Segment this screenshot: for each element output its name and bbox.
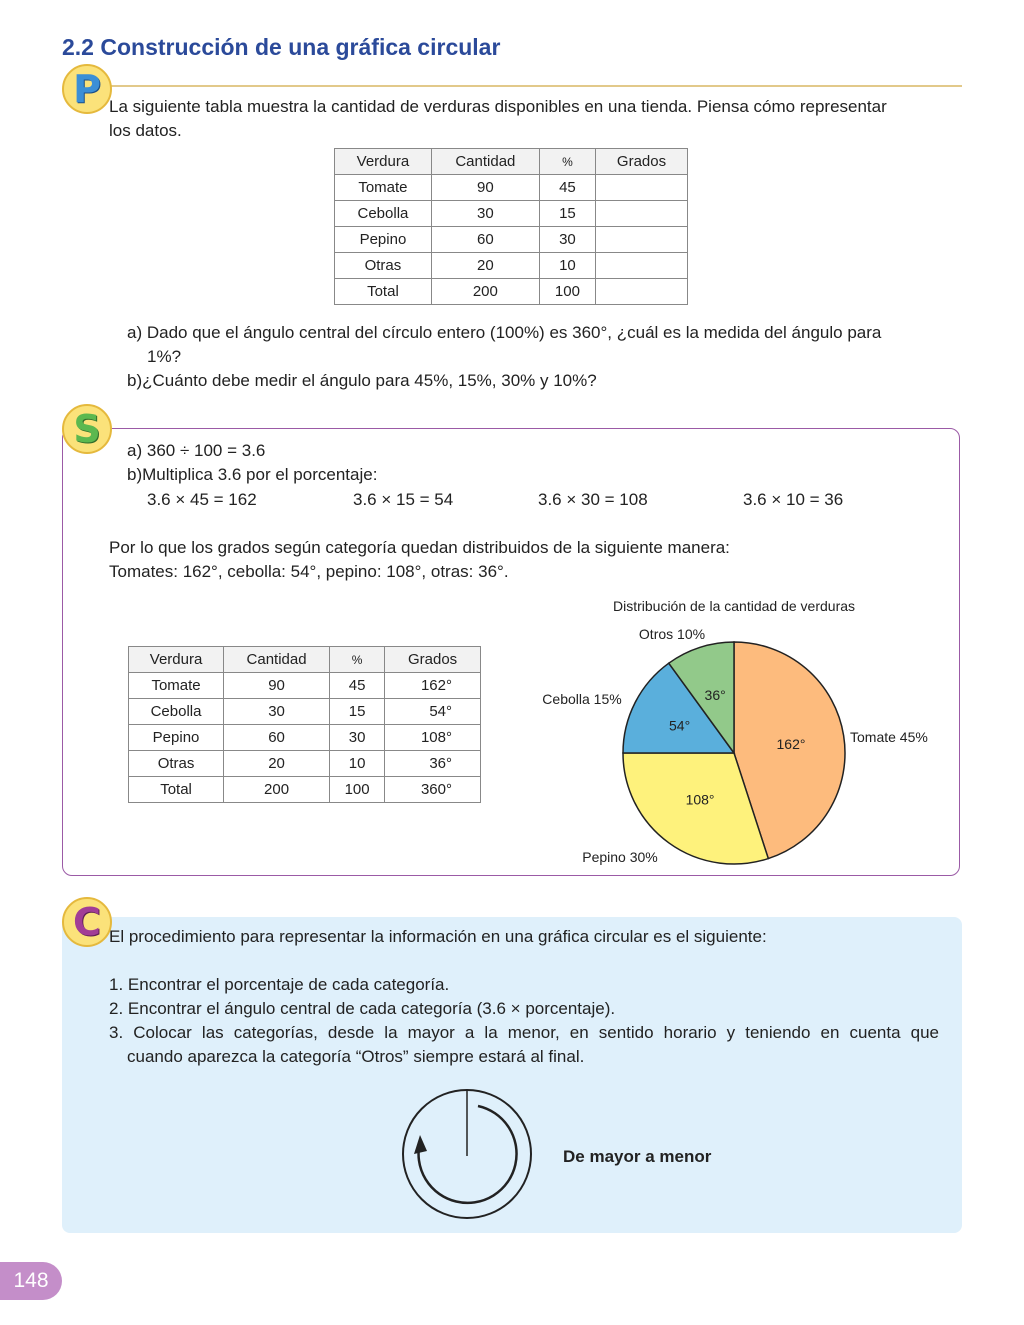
column-header: Cantidad (431, 149, 539, 175)
slice-degree-label: 108° (685, 791, 715, 808)
table-cell: Otras (129, 751, 224, 777)
step-3-num: 3. (109, 1023, 124, 1042)
slice-category-label: Tomate 45% (850, 729, 928, 745)
table-cell: 10 (330, 751, 385, 777)
solution-summary (109, 536, 949, 584)
table-row (335, 201, 688, 227)
solution-summary-line2: Tomates: 162°, cebolla: 54°, pepino: 108°, otras: 36°. (109, 562, 509, 581)
problem-table (334, 148, 688, 305)
question-b-label: b) (127, 371, 143, 390)
step-2-num: 2. (109, 999, 124, 1018)
question-b-text: ¿Cuánto debe medir el ángulo para 45%, 15%, 30% y 10%? (142, 371, 597, 390)
table-cell: 100 (330, 777, 385, 803)
problem-badge-letter: P (73, 67, 101, 111)
table-cell: Otras (335, 253, 432, 279)
step-3-text: Colocar las categorías, desde la mayor a la menor, en sentido horario y teniendo en cuenta que (133, 1023, 939, 1042)
step-3-continued: cuando aparezca la categoría “Otros” siempre estará al final. (127, 1047, 585, 1066)
table-cell: Cebolla (129, 699, 224, 725)
conclusion-intro: El procedimiento para representar la información en una gráfica circular es el siguiente: (109, 927, 767, 946)
slice-category-label: Pepino 30% (582, 849, 658, 865)
calc-2: 3.6 × 15 = 54 (353, 490, 454, 509)
table-row (129, 751, 481, 777)
problem-intro-line1: La siguiente tabla muestra la cantidad de verduras disponibles en una tienda. Piensa cómo representar (109, 97, 887, 116)
table-cell: 90 (431, 175, 539, 201)
column-header: % (330, 647, 385, 673)
table-cell: 54° (385, 699, 481, 725)
table-cell (596, 227, 688, 253)
table-cell: 90 (224, 673, 330, 699)
question-b (127, 369, 957, 393)
problem-questions (127, 321, 957, 393)
table-row (335, 253, 688, 279)
calc-3: 3.6 × 30 = 108 (538, 490, 648, 509)
solution-b (127, 463, 377, 487)
step-1-num: 1. (109, 975, 124, 994)
calc-1: 3.6 × 45 = 162 (147, 490, 257, 509)
calc-4: 3.6 × 10 = 36 (743, 490, 844, 509)
table-cell: 20 (431, 253, 539, 279)
problem-intro-line2: los datos. (109, 121, 182, 140)
solution-badge-icon (62, 404, 112, 454)
table-cell: Cebolla (335, 201, 432, 227)
slice-category-label: Otros 10% (638, 626, 706, 642)
table-cell: 200 (224, 777, 330, 803)
table-cell: 60 (224, 725, 330, 751)
table-row (335, 227, 688, 253)
question-a-continued: 1%? (147, 347, 182, 366)
table-cell: 20 (224, 751, 330, 777)
table-cell (596, 175, 688, 201)
table-cell: 30 (539, 227, 595, 253)
solution-a-text: 360 ÷ 100 = 3.6 (146, 441, 266, 460)
table-row (335, 175, 688, 201)
column-header: Grados (385, 647, 481, 673)
table-cell: 108° (385, 725, 481, 751)
table-row (129, 777, 481, 803)
solution-a-label: a) (127, 441, 143, 460)
table-cell: Pepino (129, 725, 224, 751)
table-cell: Total (335, 279, 432, 305)
table-cell: 15 (539, 201, 595, 227)
arrow-head-icon (414, 1135, 427, 1154)
column-header: % (539, 149, 595, 175)
column-header: Verdura (335, 149, 432, 175)
table-cell: 36° (385, 751, 481, 777)
solution-table (128, 646, 481, 803)
table-cell: 60 (431, 227, 539, 253)
table-cell: 30 (431, 201, 539, 227)
table-cell: Total (129, 777, 224, 803)
table-cell: Tomate (335, 175, 432, 201)
table-cell (596, 253, 688, 279)
table-row (335, 279, 688, 305)
clockwise-diagram (400, 1087, 534, 1221)
column-header: Verdura (129, 647, 224, 673)
chart-title: Distribución de la cantidad de verduras (612, 598, 856, 614)
step-2-text: Encontrar el ángulo central de cada categoría (3.6 × porcentaje). (127, 999, 616, 1018)
conclusion-steps (109, 973, 939, 1069)
conclusion-badge-icon (62, 897, 112, 947)
table-header-row (335, 149, 688, 175)
problem-badge-icon (62, 64, 112, 114)
column-header: Cantidad (224, 647, 330, 673)
step-1 (109, 973, 939, 997)
table-cell: 200 (431, 279, 539, 305)
slice-degree-label: 36° (704, 686, 726, 703)
table-cell (596, 201, 688, 227)
step-1-text: Encontrar el porcentaje de cada categoría. (127, 975, 450, 994)
table-row (129, 725, 481, 751)
table-cell: 162° (385, 673, 481, 699)
column-header: Grados (596, 149, 688, 175)
slice-degree-label: 54° (669, 717, 691, 734)
question-a-label: a) (127, 323, 143, 342)
table-cell (596, 279, 688, 305)
pie-chart (520, 590, 950, 875)
slice-category-label: Cebolla 15% (542, 691, 622, 707)
table-cell: 15 (330, 699, 385, 725)
step-2 (109, 997, 939, 1021)
solution-summary-line1: Por lo que los grados según categoría quedan distribuidos de la siguiente manera: (109, 538, 730, 557)
table-cell: 360° (385, 777, 481, 803)
table-cell: Pepino (335, 227, 432, 253)
question-a-text: Dado que el ángulo central del círculo entero (100%) es 360°, ¿cuál es la medida del ángulo para (146, 323, 882, 342)
title-divider (100, 85, 962, 87)
table-cell: 30 (330, 725, 385, 751)
conclusion-badge-letter: C (73, 900, 101, 944)
solution-a (127, 439, 265, 463)
table-cell: Tomate (129, 673, 224, 699)
page-number: 148 (0, 1262, 62, 1300)
table-cell: 45 (330, 673, 385, 699)
pie-slices (623, 642, 845, 864)
table-cell: 30 (224, 699, 330, 725)
table-cell: 10 (539, 253, 595, 279)
page-title: 2.2 Construcción de una gráfica circular (62, 34, 501, 60)
table-row (129, 699, 481, 725)
solution-b-text: Multiplica 3.6 por el porcentaje: (142, 465, 378, 484)
table-header-row (129, 647, 481, 673)
problem-intro (109, 95, 959, 143)
solution-b-label: b) (127, 465, 143, 484)
diagram-label: De mayor a menor (563, 1147, 712, 1166)
step-3 (109, 1021, 939, 1045)
slice-degree-label: 162° (776, 735, 806, 752)
table-row (129, 673, 481, 699)
solution-badge-letter: S (73, 407, 101, 451)
table-cell: 45 (539, 175, 595, 201)
table-cell: 100 (539, 279, 595, 305)
question-a (127, 321, 957, 345)
